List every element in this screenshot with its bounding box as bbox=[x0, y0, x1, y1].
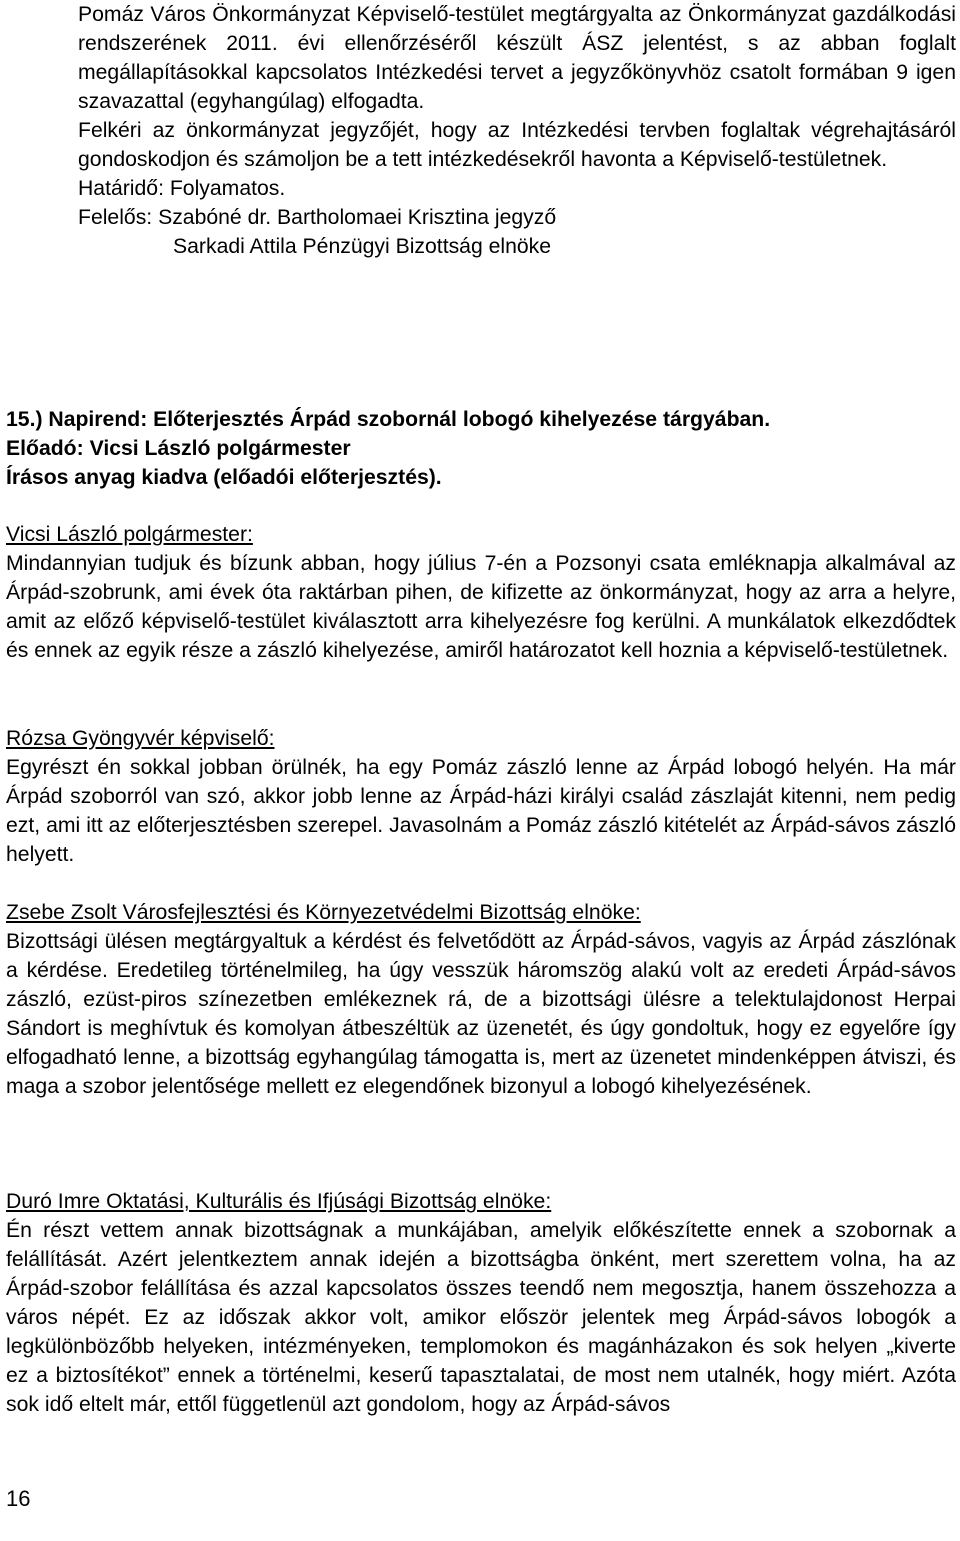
resolution-responsible-second: Sarkadi Attila Pénzügyi Bizottság elnöke bbox=[173, 235, 552, 258]
speech-block-4 bbox=[6, 1187, 956, 1419]
speech-block-3 bbox=[6, 898, 956, 1101]
speaker-name: Rózsa Gyöngyvér képviselő: bbox=[6, 727, 275, 750]
speaker-name: Vicsi László polgármester: bbox=[6, 523, 253, 546]
resolution-paragraph-1: Pomáz Város Önkormányzat Képviselő-testület megtárgyalta az Önkormányzat gazdálkodási rendszerének 2011. évi ellenőrzéséről készült ÁSZ jelentést, s az abban foglalt megállapításokkal kapcsolatos Intézkedési tervet a jegyzőkönyvhöz csatolt formában 9 igen szavazattal (egyhangúlag) elfogadta. bbox=[78, 3, 956, 113]
resolution-responsible: Felelős: Szabóné dr. Bartholomaei Krisztina jegyző bbox=[78, 206, 557, 229]
resolution-block bbox=[78, 0, 956, 261]
speech-text: Egyrészt én sokkal jobban örülnék, ha egy Pomáz zászló lenne az Árpád lobogó helyén. Ha már Árpád szoborról van szó, akkor jobb lenne az Árpád-házi királyi család zászlaját kitenni, nem pedig ezt, ami itt az előterjesztésben szerepel. Javasolnám a Pomáz zászló kitételét az Árpád-sávos zászló helyett. bbox=[6, 756, 956, 866]
speaker-name: Zsebe Zsolt Városfejlesztési és Környezetvédelmi Bizottság elnöke: bbox=[6, 901, 641, 924]
resolution-paragraph-2: Felkéri az önkormányzat jegyzőjét, hogy az Intézkedési tervben foglaltak végrehajtásáról gondoskodjon és számoljon be a tett intézkedésekről havonta a Képviselő-testületnek. bbox=[78, 119, 956, 171]
speaker-name: Duró Imre Oktatási, Kulturális és Ifjúsági Bizottság elnöke: bbox=[6, 1190, 552, 1213]
speech-text: Én részt vettem annak bizottságnak a munkájában, amelyik előkészítette ennek a szobornak a felállítását. Azért jelentkeztem annak idején a bizottságba önként, mert szerettem volna, ha az Árpád-szobor felállítása és azzal kapcsolatos összes teendő nem megosztja, hanem összehozza a város népét. Ez az időszak akkor volt, amikor először jelentek meg Árpád-sávos lobogók a legkülönbözőbb helyeken, intézményeken, templomokon és magánházakon és sok helyen „kiverte ez a biztosítékot” ennek a történelmi, keserű tapasztalatai, de most nem utalnék, hogy miért. Azóta sok idő eltelt már, ettől függetlenül azt gondolom, hogy az Árpád-sávos bbox=[6, 1219, 956, 1416]
agenda-presenter: Előadó: Vicsi László polgármester bbox=[6, 437, 351, 460]
agenda-material: Írásos anyag kiadva (előadói előterjesztés). bbox=[6, 466, 442, 489]
speech-block-1 bbox=[6, 520, 956, 665]
speech-block-2 bbox=[6, 724, 956, 869]
resolution-deadline: Határidő: Folyamatos. bbox=[78, 177, 286, 200]
page-number: 16 bbox=[6, 1486, 31, 1511]
agenda-block bbox=[6, 405, 956, 492]
speech-text: Mindannyian tudjuk és bízunk abban, hogy július 7-én a Pozsonyi csata emléknapja alkalmával az Árpád-szobrunk, ami évek óta raktárban pihen, de kifizette az önkormányzat, hogy az arra a helyre, amit az előző képviselő-testület kiválasztott arra kihelyezésre fog kerülni. A munkálatok elkezdődtek és ennek az egyik része a zászló kihelyezése, amiről határozatot kell hoznia a képviselő-testületnek. bbox=[6, 552, 956, 662]
speech-text: Bizottsági ülésen megtárgyaltuk a kérdést és felvetődött az Árpád-sávos, vagyis az Árpád zászlónak a kérdése. Eredetileg történelmileg, ha úgy vesszük háromszög alakú volt az eredeti Árpád-sávos zászló, ezüst-piros színezetben emlékeznek rá, de a bizottsági ülésre a telektulajdonost Herpai Sándort is meghívtuk és komolyan átbeszéltük az üzenetét, és úgy gondoltuk, hogy ez egyelőre így elfogadható lenne, a bizottság egyhangúlag támogatta is, mert az üzenetet mindenképpen átviszi, és maga a szobor jelentősége mellett ez elegendőnek bizonyul a lobogó kihelyezésének. bbox=[6, 930, 956, 1098]
agenda-title: 15.) Napirend: Előterjesztés Árpád szobornál lobogó kihelyezése tárgyában. bbox=[6, 408, 771, 431]
